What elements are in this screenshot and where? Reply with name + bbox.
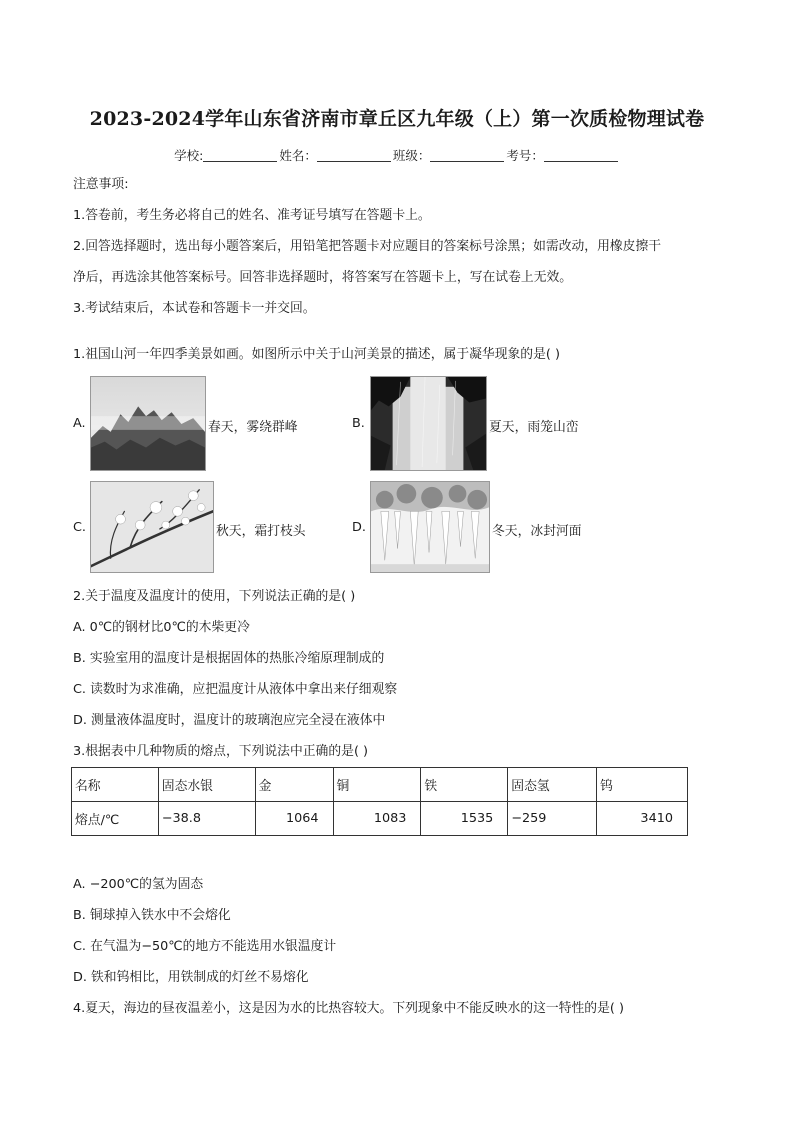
q3-option-a: A. −200℃的氢为固态 bbox=[73, 877, 204, 892]
q2-option-c: C. 读数时为求准确，应把温度计从液体中拿出来仔细观察 bbox=[73, 682, 398, 697]
melting-point-table bbox=[71, 767, 688, 836]
table-cell: −38.8 bbox=[158, 802, 255, 836]
exam-no-blank[interactable] bbox=[544, 150, 618, 162]
notice-heading: 注意事项: bbox=[73, 177, 129, 192]
table-cell: 1535 bbox=[421, 802, 508, 836]
notice-item-2: 2.回答选择题时，选出每小题答案后，用铅笔把答题卡对应题目的答案标号涂黑；如需改动，用橡皮擦干 bbox=[73, 239, 662, 254]
name-blank[interactable] bbox=[317, 150, 391, 162]
page-title: 2023-2024学年山东省济南市章丘区九年级（上）第一次质检物理试卷 bbox=[89, 108, 705, 130]
q3-stem: 3.根据表中几种物质的熔点，下列说法中正确的是( ) bbox=[73, 744, 368, 759]
q1-option-c-label: C. bbox=[73, 520, 87, 535]
exam-no-label: 考号： bbox=[506, 148, 544, 163]
q1-option-a-label: A. bbox=[73, 416, 86, 431]
frozen-icicles-photo bbox=[370, 481, 490, 573]
table-header-row bbox=[72, 768, 688, 802]
q2-option-a: A. 0℃的钢材比0℃的木柴更冷 bbox=[73, 620, 250, 635]
table-header-cell: 固态水银 bbox=[158, 768, 255, 802]
student-info-line bbox=[0, 146, 794, 164]
class-label: 班级： bbox=[392, 148, 431, 163]
q2-stem: 2.关于温度及温度计的使用，下列说法正确的是( ) bbox=[73, 589, 356, 604]
name-label: 姓名： bbox=[279, 148, 317, 163]
q2-option-b: B. 实验室用的温度计是根据固体的热胀冷缩原理制成的 bbox=[73, 651, 385, 666]
table-cell: 3410 bbox=[597, 802, 688, 836]
rainy-forest-photo bbox=[370, 376, 487, 471]
table-header-cell: 铜 bbox=[333, 768, 421, 802]
q4-stem: 4.夏天，海边的昼夜温差小，这是因为水的比热容较大。下列现象中不能反映水的这一特性的是( ) bbox=[73, 1001, 624, 1016]
q2-option-d: D. 测量液体温度时，温度计的玻璃泡应完全浸在液体中 bbox=[73, 713, 386, 728]
table-row bbox=[72, 802, 688, 836]
table-header-cell: 金 bbox=[255, 768, 333, 802]
table-row-label: 熔点/℃ bbox=[72, 802, 159, 836]
table-header-cell: 铁 bbox=[421, 768, 508, 802]
school-label: 学校: bbox=[174, 148, 204, 163]
misty-mountain-photo bbox=[90, 376, 206, 471]
q1-option-b-label: B. bbox=[352, 416, 365, 431]
school-blank[interactable] bbox=[203, 150, 277, 162]
q1-option-a-caption: 春天，雾绕群峰 bbox=[208, 420, 298, 435]
q1-option-d-caption: 冬天，冰封河面 bbox=[492, 524, 582, 539]
q1-stem: 1.祖国山河一年四季美景如画。如图所示中关于山河美景的描述，属于凝华现象的是( ) bbox=[73, 347, 560, 362]
frosted-branch-photo bbox=[90, 481, 214, 573]
table-header-cell: 名称 bbox=[72, 768, 159, 802]
table-header-cell: 固态氢 bbox=[508, 768, 597, 802]
table-cell: 1083 bbox=[333, 802, 421, 836]
table-header-cell: 钨 bbox=[597, 768, 688, 802]
class-blank[interactable] bbox=[430, 150, 504, 162]
table-cell: −259 bbox=[508, 802, 597, 836]
q1-option-b-caption: 夏天，雨笼山峦 bbox=[489, 420, 579, 435]
notice-item-3: 3.考试结束后，本试卷和答题卡一并交回。 bbox=[73, 301, 316, 316]
q1-option-d-label: D. bbox=[352, 520, 366, 535]
q1-option-c-caption: 秋天，霜打枝头 bbox=[216, 524, 306, 539]
q3-option-c: C. 在气温为−50℃的地方不能选用水银温度计 bbox=[73, 939, 337, 954]
q3-option-b: B. 铜球掉入铁水中不会熔化 bbox=[73, 908, 231, 923]
table-cell: 1064 bbox=[255, 802, 333, 836]
q3-option-d: D. 铁和钨相比，用铁制成的灯丝不易熔化 bbox=[73, 970, 309, 985]
notice-item-2-cont: 净后，再选涂其他答案标号。回答非选择题时，将答案写在答题卡上，写在试卷上无效。 bbox=[73, 270, 573, 285]
notice-item-1: 1.答卷前，考生务必将自己的姓名、准考证号填写在答题卡上。 bbox=[73, 208, 431, 223]
